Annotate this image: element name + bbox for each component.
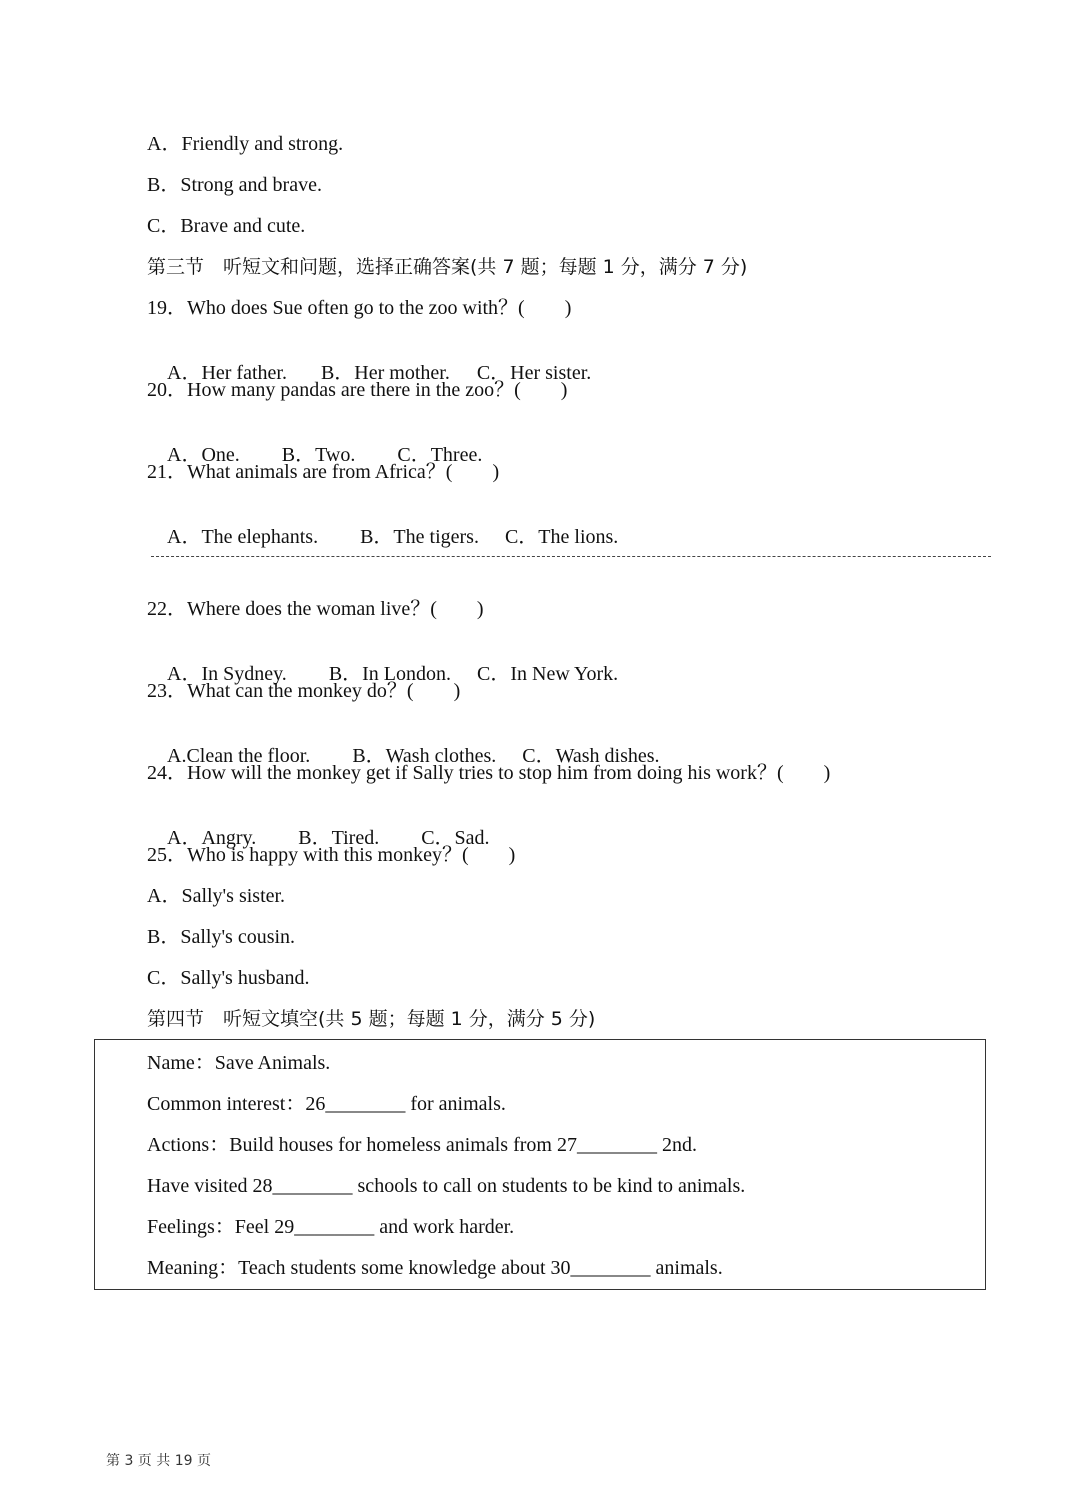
q18-option-c: C．Brave and cute. (147, 215, 306, 237)
q23-option-a: A.Clean the floor. (167, 745, 311, 767)
fill-line-actions: Actions：Build houses for homeless animals from 27________ 2nd. (147, 1134, 697, 1156)
q25-question: 25．Who is happy with this monkey？( ) (147, 844, 516, 866)
q19-option-a: A．Her father. (167, 362, 287, 384)
q21-options (147, 501, 618, 573)
q19-question: 19．Who does Sue often go to the zoo with？( ) (147, 297, 572, 319)
q24-option-a: A．Angry. (167, 827, 257, 849)
q20-option-c: C．Three. (397, 444, 483, 466)
q24-option-c: C．Sad. (421, 827, 490, 849)
q23-question: 23．What can the monkey do？( ) (147, 680, 461, 702)
page-break-dashed-line (151, 556, 991, 557)
q22-option-c: C．In New York. (477, 663, 619, 685)
q18-option-a: A．Friendly and strong. (147, 133, 344, 155)
q22-option-b: B．In London. (328, 663, 452, 685)
fill-line-visited: Have visited 28________ schools to call on students to be kind to animals. (147, 1175, 746, 1197)
q25-option-b: B．Sally's cousin. (147, 926, 296, 948)
fill-line-meaning: Meaning：Teach students some knowledge about 30________ animals. (147, 1257, 723, 1279)
q21-option-c: C．The lions. (504, 526, 619, 548)
q19-option-c: C．Her sister. (476, 362, 592, 384)
q20-question: 20．How many pandas are there in the zoo？( ) (147, 379, 568, 401)
q25-option-a: A．Sally's sister. (147, 885, 286, 907)
q22-question: 22．Where does the woman live？( ) (147, 598, 484, 620)
q23-option-b: B．Wash clothes. (352, 745, 497, 767)
q22-option-a: A．In Sydney. (167, 663, 287, 685)
q24-question: 24．How will the monkey get if Sally tries to stop him from doing his work？( ) (147, 762, 831, 784)
fill-line-feelings: Feelings：Feel 29________ and work harder. (147, 1216, 515, 1238)
q21-option-b: B．The tigers. (360, 526, 479, 548)
q20-option-a: A．One. (167, 444, 240, 466)
page-number-footer: 第 3 页 共 19 页 (106, 1453, 211, 1469)
q24-option-b: B．Tired. (298, 827, 380, 849)
fill-in-table-box (94, 1039, 986, 1290)
fill-line-common-interest: Common interest：26________ for animals. (147, 1093, 506, 1115)
q25-option-c: C．Sally's husband. (147, 967, 310, 989)
fill-line-name: Name：Save Animals. (147, 1052, 331, 1074)
q19-option-b: B．Her mother. (320, 362, 450, 384)
q21-option-a: A．The elephants. (167, 526, 319, 548)
q21-question: 21．What animals are from Africa？( ) (147, 461, 500, 483)
section4-title: 第四节 听短文填空(共 5 题；每题 1 分，满分 5 分) (147, 1008, 596, 1030)
q18-option-b: B．Strong and brave. (147, 174, 322, 196)
q23-option-c: C．Wash dishes. (522, 745, 660, 767)
section3-title: 第三节 听短文和问题，选择正确答案(共 7 题；每题 1 分，满分 7 分) (147, 256, 748, 278)
q20-option-b: B．Two. (281, 444, 356, 466)
